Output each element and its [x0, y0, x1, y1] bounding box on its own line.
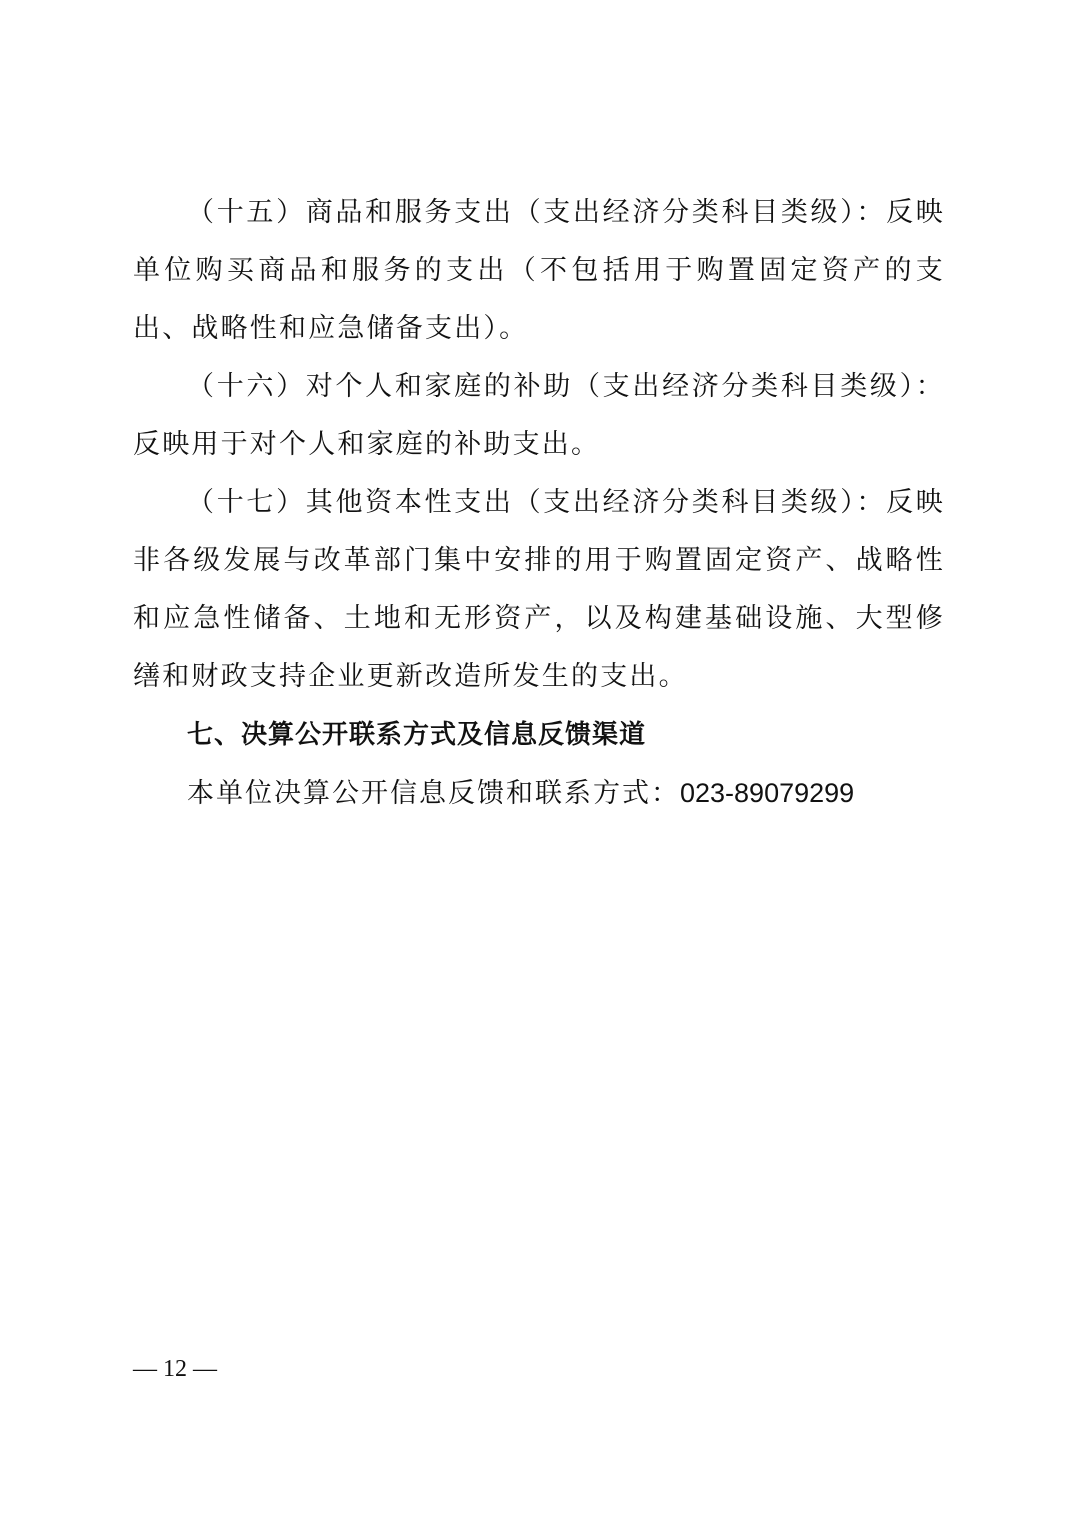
contact-line [133, 764, 945, 823]
paragraph-household-subsidy: （十六）对个人和家庭的补助（支出经济分类科目类级）：反映用于对个人和家庭的补助支出。 [133, 371, 945, 460]
document-body [133, 184, 945, 823]
paragraph-other-capital: （十七）其他资本性支出（支出经济分类科目类级）：反映非各级发展与改革部门集中安排的用于购置固定资产、战略性和应急性储备、土地和无形资产，以及构建基础设施、大型修缮和财政支持企业更新改造所发生的支出。 [133, 487, 945, 692]
section-heading: 七、决算公开联系方式及信息反馈渠道 [187, 720, 647, 750]
paragraph-goods-services: （十五）商品和服务支出（支出经济分类科目类级）：反映单位购买商品和服务的支出（不包括用于购置固定资产的支出、战略性和应急储备支出）。 [133, 197, 945, 344]
contact-label: 本单位决算公开信息反馈和联系方式： [187, 778, 680, 809]
contact-phone: 023-89079299 [680, 778, 855, 808]
page-number: — 12 — [133, 1356, 217, 1382]
